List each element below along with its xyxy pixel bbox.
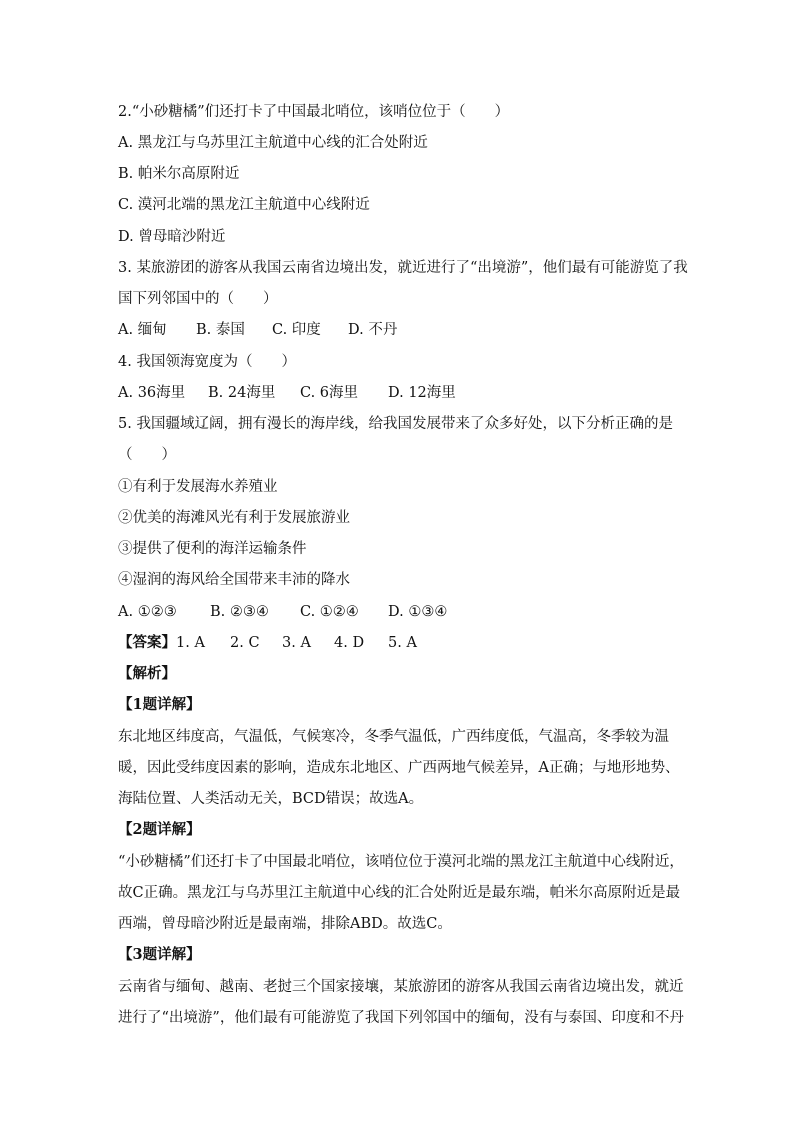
question-5-option-c: C. ①②④ [300, 604, 359, 620]
question-3-stem-line-2: 国下列邻国中的（ ） [118, 291, 278, 307]
answer-item-3: 3. A [282, 635, 311, 651]
question-3-stem-line-1: 3. 某旅游团的游客从我国云南省边境出发，就近进行了“出境游”，他们最有可能游览了我 [118, 260, 688, 276]
question-2-stem: 2.“小砂糖橘”们还打卡了中国最北哨位，该哨位位于（ ） [118, 104, 510, 120]
question-4-option-d: D. 12海里 [388, 385, 456, 401]
analysis-label: 【解析】 [118, 665, 176, 682]
question-2-option-d: D. 曾母暗沙附近 [118, 229, 226, 245]
detail-2-line-1: “小砂糖橘”们还打卡了中国最北哨位，该哨位位于漠河北端的黑龙江主航道中心线附近， [118, 854, 684, 870]
detail-3-line-2: 进行了“出境游”，他们最有可能游览了我国下列邻国中的缅甸，没有与泰国、印度和不丹 [118, 1010, 684, 1026]
answer-item-5: 5. A [388, 635, 417, 651]
question-5-option-a: A. ①②③ [118, 604, 177, 620]
question-5-options [118, 602, 447, 622]
question-5-statement-3: ③提供了便利的海洋运输条件 [118, 541, 307, 557]
answer-row [118, 633, 417, 653]
answer-label: 【答案】 [118, 634, 176, 651]
question-4-option-a: A. 36海里 [118, 385, 186, 401]
question-4-option-b: B. 24海里 [208, 385, 276, 401]
question-4-options [118, 383, 456, 403]
detail-2-label: 【2题详解】 [118, 821, 201, 838]
question-3-option-d: D. 不丹 [348, 322, 398, 338]
question-3-option-b: B. 泰国 [196, 322, 245, 338]
question-5-option-d: D. ①③④ [388, 604, 448, 620]
question-2-option-b: B. 帕米尔高原附近 [118, 166, 240, 182]
detail-1-line-3: 海陆位置、人类活动无关，BCD错误；故选A。 [118, 791, 424, 807]
question-5-option-b: B. ②③④ [210, 604, 269, 620]
answer-item-1: 1. A [176, 635, 205, 651]
detail-2-line-2: 故C正确。黑龙江与乌苏里江主航道中心线的汇合处附近是最东端，帕米尔高原附近是最 [118, 885, 681, 901]
detail-1-line-1: 东北地区纬度高，气温低，气候寒冷，冬季气温低，广西纬度低，气温高，冬季较为温 [118, 729, 669, 745]
question-3-option-c: C. 印度 [272, 322, 321, 338]
detail-2-line-3: 西端，曾母暗沙附近是最南端，排除ABD。故选C。 [118, 916, 452, 932]
question-2-option-a: A. 黑龙江与乌苏里江主航道中心线的汇合处附近 [118, 135, 428, 151]
question-5-stem-line-2: （ ） [118, 447, 176, 463]
detail-3-line-1: 云南省与缅甸、越南、老挝三个国家接壤，某旅游团的游客从我国云南省边境出发，就近 [118, 979, 684, 995]
detail-3-label: 【3题详解】 [118, 946, 201, 963]
question-5-statement-4: ④湿润的海风给全国带来丰沛的降水 [118, 572, 350, 588]
answer-item-2: 2. C [230, 635, 260, 651]
question-5-stem-line-1: 5. 我国疆域辽阔，拥有漫长的海岸线，给我国发展带来了众多好处，以下分析正确的是 [118, 416, 673, 432]
detail-1-line-2: 暖，因此受纬度因素的影响，造成东北地区、广西两地气候差异，A正确；与地形地势、 [118, 760, 680, 776]
question-4-stem: 4. 我国领海宽度为（ ） [118, 354, 296, 370]
question-5-statement-1: ①有利于发展海水养殖业 [118, 479, 278, 495]
question-5-statement-2: ②优美的海滩风光有利于发展旅游业 [118, 510, 350, 526]
question-3-option-a: A. 缅甸 [118, 322, 167, 338]
question-4-option-c: C. 6海里 [300, 385, 359, 401]
question-3-options [118, 320, 397, 340]
question-2-option-c: C. 漠河北端的黑龙江主航道中心线附近 [118, 197, 370, 213]
detail-1-label: 【1题详解】 [118, 696, 201, 713]
answer-item-4: 4. D [334, 635, 365, 651]
